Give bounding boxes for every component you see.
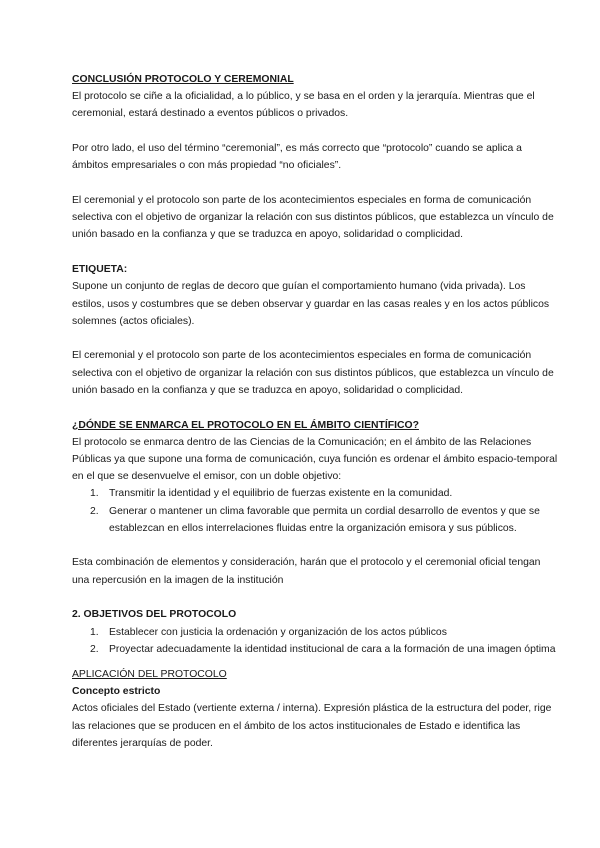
conclusion-heading: CONCLUSIÓN PROTOCOLO Y CEREMONIAL: [72, 74, 294, 85]
list-item-number: 1.: [90, 626, 99, 638]
list-item-number: 1.: [90, 488, 99, 500]
objetivos-heading: 2. OBJETIVOS DEL PROTOCOLO: [72, 609, 237, 621]
ambito-heading: ¿DÓNDE SE ENMARCA EL PROTOCOLO EN EL ÁMBITO CIENTÍFICO?: [72, 419, 419, 431]
aplicacion-subheading: Concepto estricto: [72, 686, 161, 698]
ambito-paragraph-1: El protocolo se enmarca dentro de las Ciencias de la Comunicación; en el ámbito de las Relaciones Públicas ya que supone una forma de comunicación, cuya función es ordenar el ámbito espacio-temporal en el que se desenvuelve el emisor, con un doble objetivo:: [72, 436, 558, 483]
aplicacion-heading: APLICACIÓN DEL PROTOCOLO: [72, 668, 227, 680]
ambito-list: [72, 485, 560, 537]
objetivos-list: [72, 624, 560, 658]
etiqueta-heading: ETIQUETA:: [72, 264, 128, 276]
etiqueta-paragraph-2: El ceremonial y el protocolo son parte de los acontecimientos especiales en forma de comunicación selectiva con el objetivo de organizar la relación con sus distintos públicos, que establezca un vínculo de unión basado en la confianza y que se traduzca en apoyo, solidaridad o complicidad.: [72, 350, 554, 396]
list-item-text: Proyectar adecuadamente la identidad institucional de cara a la formación de una imagen óptima: [109, 643, 556, 655]
aplicacion-paragraph-1: Actos oficiales del Estado (vertiente externa / interna). Expresión plástica de la estructura del poder, rige las relaciones que se producen en el ámbito de los actos institucionales de Estado e identifica las diferentes jerarquías de poder.: [72, 703, 552, 749]
conclusion-paragraph-1: El protocolo se ciñe a la oficialidad, a lo público, y se basa en el orden y la jerarquía. Mientras que el ceremonial, estará destinado a eventos públicos o privados.: [72, 91, 535, 120]
list-item: [72, 503, 560, 537]
conclusion-paragraph-2: Por otro lado, el uso del término “ceremonial”, es más correcto que “protocolo” cuando se aplica a ámbitos empresariales o con más propiedad “no oficiales”.: [72, 143, 522, 172]
conclusion-paragraph-3: El ceremonial y el protocolo son parte de los acontecimientos especiales en forma de comunicación selectiva con el objetivo de organizar la relación con sus distintos públicos, que establezca un vínculo de unión basado en la confianza y que se traduzca en apoyo, solidaridad o complicidad.: [72, 195, 554, 241]
list-item: [72, 485, 560, 502]
ambito-paragraph-2: Esta combinación de elementos y consideración, harán que el protocolo y el ceremonial oficial tengan una repercusión en la imagen de la institución: [72, 557, 541, 586]
list-item-text: Transmitir la identidad y el equilibrio de fuerzas existente en la comunidad.: [109, 488, 453, 500]
list-item-text: Generar o mantener un clima favorable que permita un cordial desarrollo de eventos y que se establezcan en ellos interrelaciones fluidas entre la organización emisora y sus públicos.: [109, 505, 540, 534]
list-item: [72, 624, 560, 641]
etiqueta-paragraph-1: Supone un conjunto de reglas de decoro que guían el comportamiento humano (vida privada). Los estilos, usos y costumbres que se deben observar y guardar en las casas reales y en los actos públicos solemnes (actos oficiales).: [72, 281, 550, 327]
list-item-number: 2.: [90, 643, 99, 655]
list-item-number: 2.: [90, 505, 99, 517]
list-item-text: Establecer con justicia la ordenación y organización de los actos públicos: [109, 626, 447, 638]
list-item: [72, 641, 560, 658]
